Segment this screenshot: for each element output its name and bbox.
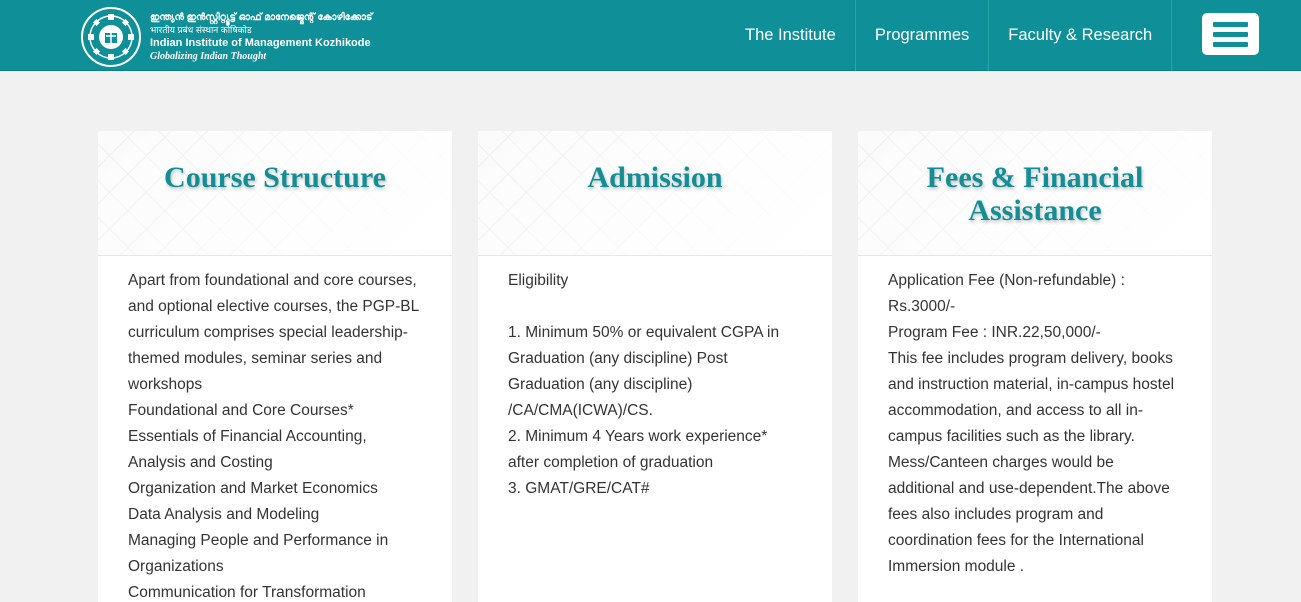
institute-seal-icon xyxy=(80,6,142,68)
main-nav xyxy=(726,0,1172,71)
card-title: Admission xyxy=(587,161,723,194)
card-title: Fees & Financial Assistance xyxy=(926,161,1144,227)
logo-tagline: Globalizing Indian Thought xyxy=(150,51,267,62)
admission-card xyxy=(478,131,832,602)
logo-text xyxy=(150,11,372,63)
card-text: Eligibility 1. Minimum 50% or equivalent CGPA in Graduation (any discipline) Post Graduation (any discipline) /CA/CMA(ICWA)/CS. 2. Minimum 4 Years work experience* after completion of graduation 3. GMAT/GRE/CAT# xyxy=(508,272,780,497)
card-header xyxy=(98,131,452,256)
nav-item-faculty-research[interactable]: Faculty & Research xyxy=(989,0,1172,71)
card-text: Apart from foundational and core courses, and optional elective courses, the PGP-BL curriculum comprises special leadership-themed modules, seminar series and workshops Foundational and Core Courses* Essentials of Financial Accounting, Analysis and Costing Organization and Market Economics Data Analysis and Modeling Managing People and Performance in Organizations Communication for Transformation xyxy=(128,272,419,601)
card-text: Application Fee (Non-refundable) : Rs.3000/- Program Fee : INR.22,50,000/- This fee includes program delivery, books and instruction material, in-campus hostel accommodation, and access to all in-campus facilities such as the library. Mess/Canteen charges would be additional and use-dependent.The above fees also includes program and coordination fees for the International Immersion module . xyxy=(888,272,1175,575)
nav-item-programmes[interactable]: Programmes xyxy=(856,0,989,71)
card-body xyxy=(98,256,452,602)
course-structure-card xyxy=(98,131,452,602)
card-header xyxy=(478,131,832,256)
card-header xyxy=(858,131,1212,256)
card-body xyxy=(858,256,1212,580)
iim-kozhikode-logo[interactable] xyxy=(80,6,372,68)
logo-malayalam-name: ഇന്ത്യൻ ഇൻസ്റ്റിറ്റ്യൂട്ട് ഓഫ് മാനേജ്മെന്റ് കോഴിക്കോട് xyxy=(150,12,373,23)
card-body xyxy=(478,256,832,502)
nav-item-the-institute[interactable]: The Institute xyxy=(726,0,856,71)
menu-button[interactable] xyxy=(1202,13,1259,55)
card-title: Course Structure xyxy=(164,161,386,194)
logo-hindi-name: भारतीय प्रबंध संस्थान कोषिकोड xyxy=(150,25,252,35)
logo-english-name: Indian Institute of Management Kozhikode xyxy=(150,37,371,49)
site-header xyxy=(0,0,1301,71)
fees-card xyxy=(858,131,1212,602)
